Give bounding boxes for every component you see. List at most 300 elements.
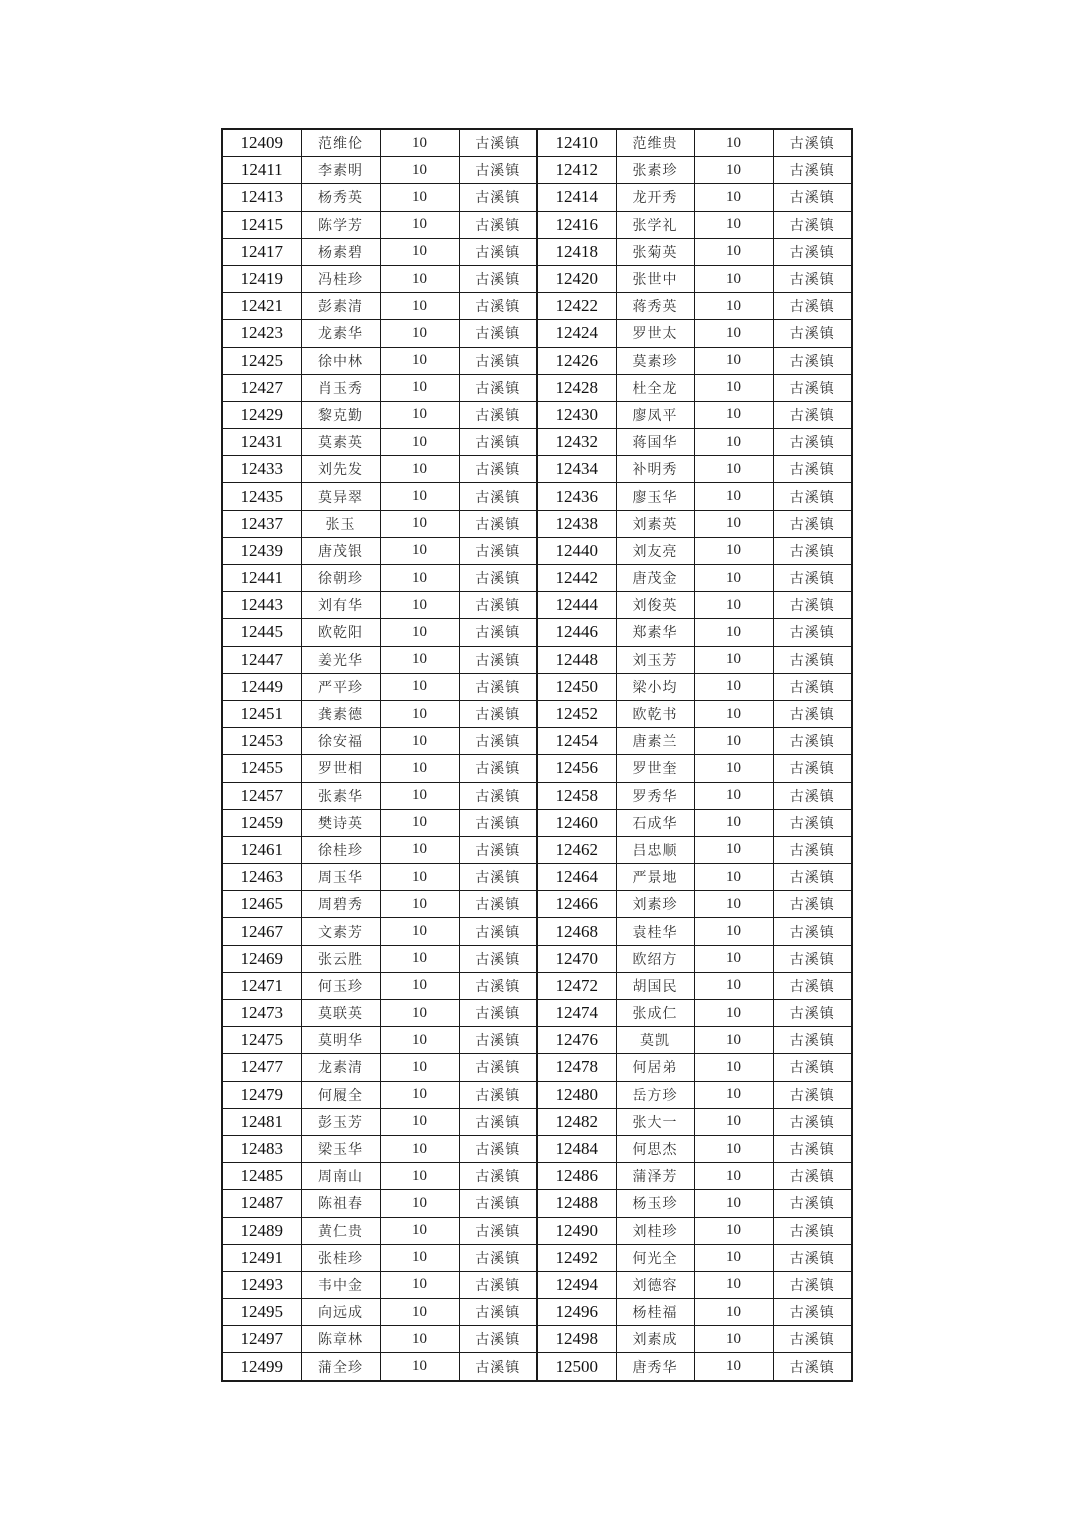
person-name: 龚素德 (301, 700, 380, 727)
town-name: 古溪镇 (773, 456, 852, 483)
person-name: 罗世太 (616, 320, 694, 347)
town-name: 古溪镇 (459, 565, 537, 592)
record-id: 12493 (222, 1271, 301, 1298)
amount-value: 10 (380, 374, 459, 401)
record-id: 12498 (537, 1326, 616, 1353)
record-id: 12489 (222, 1217, 301, 1244)
record-id: 12462 (537, 836, 616, 863)
amount-value: 10 (694, 918, 773, 945)
amount-value: 10 (380, 836, 459, 863)
amount-value: 10 (380, 537, 459, 564)
record-id: 12415 (222, 211, 301, 238)
record-id: 12495 (222, 1299, 301, 1326)
town-name: 古溪镇 (773, 864, 852, 891)
town-name: 古溪镇 (459, 401, 537, 428)
amount-value: 10 (694, 211, 773, 238)
person-name: 张世中 (616, 265, 694, 292)
record-id: 12424 (537, 320, 616, 347)
town-name: 古溪镇 (773, 1163, 852, 1190)
amount-value: 10 (694, 1135, 773, 1162)
person-name: 何光全 (616, 1244, 694, 1271)
record-id: 12433 (222, 456, 301, 483)
town-name: 古溪镇 (459, 347, 537, 374)
table-row (222, 129, 852, 157)
person-name: 罗秀华 (616, 782, 694, 809)
person-name: 张桂珍 (301, 1244, 380, 1271)
town-name: 古溪镇 (459, 483, 537, 510)
amount-value: 10 (694, 565, 773, 592)
record-id: 12500 (537, 1353, 616, 1381)
person-name: 李素明 (301, 157, 380, 184)
person-name: 莫素英 (301, 429, 380, 456)
town-name: 古溪镇 (459, 1217, 537, 1244)
amount-value: 10 (380, 1054, 459, 1081)
town-name: 古溪镇 (773, 565, 852, 592)
person-name: 陈章林 (301, 1326, 380, 1353)
table-row (222, 673, 852, 700)
record-id: 12426 (537, 347, 616, 374)
town-name: 古溪镇 (459, 891, 537, 918)
record-id: 12477 (222, 1054, 301, 1081)
person-name: 唐茂银 (301, 537, 380, 564)
record-id: 12476 (537, 1027, 616, 1054)
town-name: 古溪镇 (459, 864, 537, 891)
table-row (222, 347, 852, 374)
roster-body (222, 129, 852, 1381)
amount-value: 10 (380, 1135, 459, 1162)
record-id: 12436 (537, 483, 616, 510)
town-name: 古溪镇 (773, 1054, 852, 1081)
record-id: 12474 (537, 1000, 616, 1027)
record-id: 12478 (537, 1054, 616, 1081)
record-id: 12497 (222, 1326, 301, 1353)
town-name: 古溪镇 (773, 211, 852, 238)
table-row (222, 401, 852, 428)
town-name: 古溪镇 (773, 755, 852, 782)
amount-value: 10 (380, 1190, 459, 1217)
record-id: 12447 (222, 646, 301, 673)
record-id: 12410 (537, 129, 616, 157)
town-name: 古溪镇 (773, 1108, 852, 1135)
table-row (222, 483, 852, 510)
town-name: 古溪镇 (459, 755, 537, 782)
record-id: 12450 (537, 673, 616, 700)
town-name: 古溪镇 (773, 972, 852, 999)
person-name: 严平珍 (301, 673, 380, 700)
town-name: 古溪镇 (459, 782, 537, 809)
amount-value: 10 (380, 565, 459, 592)
amount-value: 10 (694, 129, 773, 157)
record-id: 12446 (537, 619, 616, 646)
amount-value: 10 (694, 483, 773, 510)
town-name: 古溪镇 (459, 809, 537, 836)
person-name: 石成华 (616, 809, 694, 836)
amount-value: 10 (380, 129, 459, 157)
table-row (222, 211, 852, 238)
town-name: 古溪镇 (459, 211, 537, 238)
town-name: 古溪镇 (459, 1299, 537, 1326)
table-row (222, 1190, 852, 1217)
amount-value: 10 (694, 728, 773, 755)
amount-value: 10 (694, 755, 773, 782)
table-row (222, 537, 852, 564)
person-name: 胡国民 (616, 972, 694, 999)
person-name: 张学礼 (616, 211, 694, 238)
record-id: 12439 (222, 537, 301, 564)
record-id: 12481 (222, 1108, 301, 1135)
person-name: 张素珍 (616, 157, 694, 184)
person-name: 欧绍方 (616, 945, 694, 972)
person-name: 徐安福 (301, 728, 380, 755)
person-name: 蒲全珍 (301, 1353, 380, 1381)
person-name: 蒲泽芳 (616, 1163, 694, 1190)
record-id: 12496 (537, 1299, 616, 1326)
person-name: 张成仁 (616, 1000, 694, 1027)
amount-value: 10 (380, 293, 459, 320)
record-id: 12463 (222, 864, 301, 891)
table-row (222, 809, 852, 836)
table-row (222, 1135, 852, 1162)
amount-value: 10 (380, 592, 459, 619)
town-name: 古溪镇 (459, 1000, 537, 1027)
amount-value: 10 (694, 401, 773, 428)
table-row (222, 429, 852, 456)
amount-value: 10 (380, 728, 459, 755)
person-name: 周玉华 (301, 864, 380, 891)
amount-value: 10 (694, 945, 773, 972)
town-name: 古溪镇 (773, 320, 852, 347)
record-id: 12412 (537, 157, 616, 184)
amount-value: 10 (694, 1027, 773, 1054)
town-name: 古溪镇 (773, 129, 852, 157)
town-name: 古溪镇 (773, 510, 852, 537)
amount-value: 10 (380, 320, 459, 347)
record-id: 12452 (537, 700, 616, 727)
table-row (222, 157, 852, 184)
town-name: 古溪镇 (773, 265, 852, 292)
town-name: 古溪镇 (459, 1163, 537, 1190)
town-name: 古溪镇 (773, 293, 852, 320)
record-id: 12468 (537, 918, 616, 945)
amount-value: 10 (380, 619, 459, 646)
town-name: 古溪镇 (773, 619, 852, 646)
town-name: 古溪镇 (459, 456, 537, 483)
person-name: 黎克勤 (301, 401, 380, 428)
person-name: 袁桂华 (616, 918, 694, 945)
person-name: 刘素成 (616, 1326, 694, 1353)
person-name: 严景地 (616, 864, 694, 891)
town-name: 古溪镇 (459, 157, 537, 184)
table-row (222, 1299, 852, 1326)
record-id: 12475 (222, 1027, 301, 1054)
person-name: 莫明华 (301, 1027, 380, 1054)
record-id: 12479 (222, 1081, 301, 1108)
person-name: 黄仁贵 (301, 1217, 380, 1244)
town-name: 古溪镇 (459, 1054, 537, 1081)
amount-value: 10 (380, 265, 459, 292)
record-id: 12464 (537, 864, 616, 891)
record-id: 12419 (222, 265, 301, 292)
table-row (222, 836, 852, 863)
record-id: 12461 (222, 836, 301, 863)
amount-value: 10 (380, 483, 459, 510)
person-name: 龙素清 (301, 1054, 380, 1081)
amount-value: 10 (380, 510, 459, 537)
town-name: 古溪镇 (773, 1000, 852, 1027)
person-name: 补明秀 (616, 456, 694, 483)
table-row (222, 972, 852, 999)
town-name: 古溪镇 (773, 836, 852, 863)
amount-value: 10 (694, 320, 773, 347)
amount-value: 10 (380, 157, 459, 184)
person-name: 杨秀英 (301, 184, 380, 211)
town-name: 古溪镇 (459, 129, 537, 157)
town-name: 古溪镇 (773, 782, 852, 809)
amount-value: 10 (380, 429, 459, 456)
town-name: 古溪镇 (773, 537, 852, 564)
record-id: 12460 (537, 809, 616, 836)
amount-value: 10 (694, 891, 773, 918)
town-name: 古溪镇 (773, 700, 852, 727)
person-name: 唐素兰 (616, 728, 694, 755)
record-id: 12437 (222, 510, 301, 537)
table-row (222, 891, 852, 918)
person-name: 莫素珍 (616, 347, 694, 374)
town-name: 古溪镇 (773, 809, 852, 836)
table-row (222, 1000, 852, 1027)
table-row (222, 565, 852, 592)
amount-value: 10 (694, 673, 773, 700)
person-name: 唐茂金 (616, 565, 694, 592)
person-name: 郑素华 (616, 619, 694, 646)
record-id: 12459 (222, 809, 301, 836)
table-row (222, 184, 852, 211)
amount-value: 10 (380, 1326, 459, 1353)
record-id: 12444 (537, 592, 616, 619)
amount-value: 10 (380, 782, 459, 809)
amount-value: 10 (694, 646, 773, 673)
town-name: 古溪镇 (459, 918, 537, 945)
person-name: 张大一 (616, 1108, 694, 1135)
amount-value: 10 (694, 429, 773, 456)
table-row (222, 619, 852, 646)
record-id: 12482 (537, 1108, 616, 1135)
amount-value: 10 (694, 1054, 773, 1081)
town-name: 古溪镇 (459, 646, 537, 673)
person-name: 欧乾阳 (301, 619, 380, 646)
town-name: 古溪镇 (459, 592, 537, 619)
record-id: 12432 (537, 429, 616, 456)
record-id: 12434 (537, 456, 616, 483)
person-name: 梁玉华 (301, 1135, 380, 1162)
amount-value: 10 (694, 1299, 773, 1326)
table-row (222, 1163, 852, 1190)
amount-value: 10 (380, 238, 459, 265)
table-row (222, 320, 852, 347)
record-id: 12467 (222, 918, 301, 945)
town-name: 古溪镇 (773, 1135, 852, 1162)
record-id: 12490 (537, 1217, 616, 1244)
person-name: 何思杰 (616, 1135, 694, 1162)
town-name: 古溪镇 (459, 374, 537, 401)
town-name: 古溪镇 (459, 265, 537, 292)
amount-value: 10 (694, 293, 773, 320)
person-name: 范维伦 (301, 129, 380, 157)
person-name: 周碧秀 (301, 891, 380, 918)
person-name: 陈学芳 (301, 211, 380, 238)
table-row (222, 1108, 852, 1135)
record-id: 12472 (537, 972, 616, 999)
record-id: 12485 (222, 1163, 301, 1190)
table-row (222, 374, 852, 401)
table-row (222, 1027, 852, 1054)
person-name: 莫异翠 (301, 483, 380, 510)
record-id: 12458 (537, 782, 616, 809)
town-name: 古溪镇 (459, 700, 537, 727)
amount-value: 10 (694, 157, 773, 184)
record-id: 12421 (222, 293, 301, 320)
amount-value: 10 (380, 755, 459, 782)
person-name: 龙开秀 (616, 184, 694, 211)
amount-value: 10 (380, 646, 459, 673)
town-name: 古溪镇 (773, 1271, 852, 1298)
record-id: 12456 (537, 755, 616, 782)
person-name: 张菊英 (616, 238, 694, 265)
town-name: 古溪镇 (459, 510, 537, 537)
record-id: 12411 (222, 157, 301, 184)
record-id: 12413 (222, 184, 301, 211)
person-name: 廖玉华 (616, 483, 694, 510)
amount-value: 10 (380, 1353, 459, 1381)
record-id: 12491 (222, 1244, 301, 1271)
person-name: 何履全 (301, 1081, 380, 1108)
town-name: 古溪镇 (459, 1190, 537, 1217)
record-id: 12454 (537, 728, 616, 755)
amount-value: 10 (694, 782, 773, 809)
table-row (222, 918, 852, 945)
town-name: 古溪镇 (773, 1027, 852, 1054)
record-id: 12414 (537, 184, 616, 211)
person-name: 吕忠顺 (616, 836, 694, 863)
person-name: 肖玉秀 (301, 374, 380, 401)
record-id: 12480 (537, 1081, 616, 1108)
table-row (222, 700, 852, 727)
table-row (222, 755, 852, 782)
person-name: 刘德容 (616, 1271, 694, 1298)
amount-value: 10 (380, 1081, 459, 1108)
amount-value: 10 (694, 700, 773, 727)
person-name: 廖凤平 (616, 401, 694, 428)
record-id: 12486 (537, 1163, 616, 1190)
table-row (222, 1271, 852, 1298)
amount-value: 10 (694, 265, 773, 292)
town-name: 古溪镇 (773, 483, 852, 510)
town-name: 古溪镇 (773, 1081, 852, 1108)
person-name: 龙素华 (301, 320, 380, 347)
person-name: 徐朝珍 (301, 565, 380, 592)
town-name: 古溪镇 (773, 374, 852, 401)
person-name: 韦中金 (301, 1271, 380, 1298)
record-id: 12488 (537, 1190, 616, 1217)
record-id: 12435 (222, 483, 301, 510)
town-name: 古溪镇 (459, 1135, 537, 1162)
table-row (222, 864, 852, 891)
amount-value: 10 (694, 238, 773, 265)
record-id: 12457 (222, 782, 301, 809)
record-id: 12428 (537, 374, 616, 401)
amount-value: 10 (380, 1163, 459, 1190)
person-name: 刘先发 (301, 456, 380, 483)
town-name: 古溪镇 (459, 1353, 537, 1381)
town-name: 古溪镇 (459, 238, 537, 265)
amount-value: 10 (694, 1000, 773, 1027)
table-row (222, 238, 852, 265)
amount-value: 10 (380, 1299, 459, 1326)
record-id: 12420 (537, 265, 616, 292)
amount-value: 10 (380, 809, 459, 836)
record-id: 12453 (222, 728, 301, 755)
record-id: 12494 (537, 1271, 616, 1298)
table-row (222, 728, 852, 755)
amount-value: 10 (380, 1108, 459, 1135)
person-name: 张素华 (301, 782, 380, 809)
town-name: 古溪镇 (459, 1326, 537, 1353)
town-name: 古溪镇 (773, 1353, 852, 1381)
town-name: 古溪镇 (773, 1190, 852, 1217)
amount-value: 10 (694, 619, 773, 646)
record-id: 12443 (222, 592, 301, 619)
person-name: 刘俊英 (616, 592, 694, 619)
roster-table (221, 128, 853, 1382)
town-name: 古溪镇 (459, 184, 537, 211)
record-id: 12455 (222, 755, 301, 782)
town-name: 古溪镇 (773, 945, 852, 972)
table-row (222, 646, 852, 673)
amount-value: 10 (380, 673, 459, 700)
person-name: 向远成 (301, 1299, 380, 1326)
town-name: 古溪镇 (459, 1081, 537, 1108)
person-name: 杨玉珍 (616, 1190, 694, 1217)
town-name: 古溪镇 (459, 320, 537, 347)
record-id: 12409 (222, 129, 301, 157)
person-name: 杨桂福 (616, 1299, 694, 1326)
town-name: 古溪镇 (773, 401, 852, 428)
amount-value: 10 (694, 456, 773, 483)
town-name: 古溪镇 (459, 728, 537, 755)
town-name: 古溪镇 (773, 157, 852, 184)
table-row (222, 1244, 852, 1271)
amount-value: 10 (380, 1217, 459, 1244)
amount-value: 10 (694, 1217, 773, 1244)
record-id: 12471 (222, 972, 301, 999)
record-id: 12449 (222, 673, 301, 700)
record-id: 12473 (222, 1000, 301, 1027)
amount-value: 10 (694, 1353, 773, 1381)
amount-value: 10 (380, 1271, 459, 1298)
amount-value: 10 (694, 537, 773, 564)
town-name: 古溪镇 (459, 673, 537, 700)
record-id: 12425 (222, 347, 301, 374)
amount-value: 10 (694, 1326, 773, 1353)
person-name: 周南山 (301, 1163, 380, 1190)
town-name: 古溪镇 (773, 891, 852, 918)
record-id: 12423 (222, 320, 301, 347)
town-name: 古溪镇 (773, 918, 852, 945)
table-row (222, 1054, 852, 1081)
amount-value: 10 (694, 592, 773, 619)
town-name: 古溪镇 (459, 1244, 537, 1271)
amount-value: 10 (380, 1244, 459, 1271)
